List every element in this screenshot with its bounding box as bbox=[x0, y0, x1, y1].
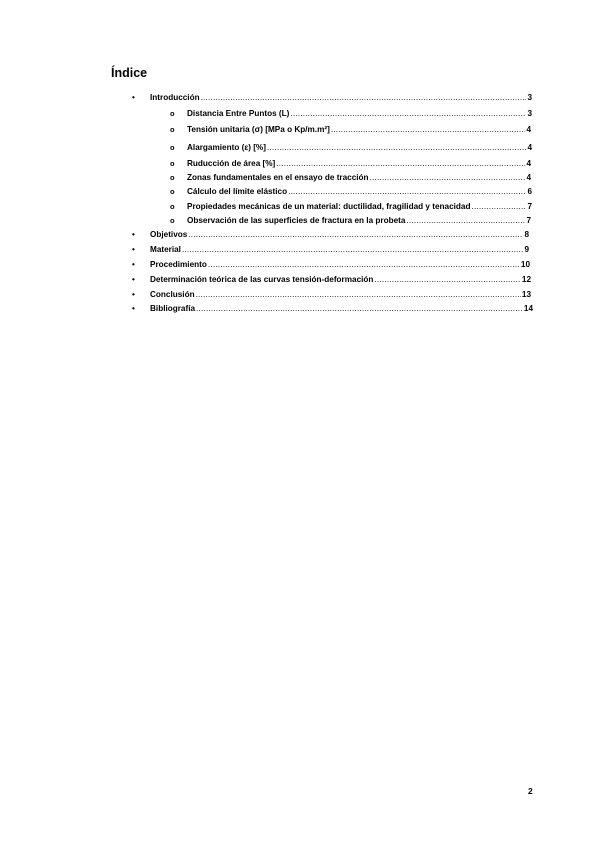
toc-entry-page: 4 bbox=[526, 159, 531, 168]
toc-entry-limite-elastico[interactable] bbox=[170, 187, 532, 197]
toc-entry-label: Objetivos bbox=[150, 230, 188, 239]
toc-entry-zonas[interactable] bbox=[170, 173, 531, 183]
toc-entry-label: Material bbox=[150, 245, 181, 254]
toc-entry-page: 4 bbox=[526, 125, 531, 134]
dot-leader bbox=[188, 230, 523, 240]
dot-leader bbox=[267, 143, 526, 153]
toc-entry-label: Cálculo del límite elástico bbox=[187, 187, 288, 196]
circle-marker: o bbox=[170, 202, 175, 211]
circle-marker: o bbox=[170, 216, 175, 225]
toc-entry-label: Propiedades mecánicas de un material: ductilidad, fragilidad y tenacidad bbox=[187, 202, 471, 211]
dot-leader bbox=[196, 304, 523, 314]
toc-entry-label: Tensión unitaria (σ) [MPa o Kp/m.m²] bbox=[187, 125, 330, 134]
circle-marker: o bbox=[170, 109, 175, 118]
dot-leader bbox=[370, 173, 526, 183]
toc-entry-label: Conclusión bbox=[150, 290, 195, 299]
circle-marker: o bbox=[170, 143, 175, 152]
dot-leader bbox=[290, 109, 526, 119]
toc-entry-determinacion[interactable] bbox=[132, 275, 531, 285]
dot-leader bbox=[406, 216, 525, 226]
toc-entry-page: 7 bbox=[527, 202, 532, 211]
toc-entry-bibliografia[interactable] bbox=[132, 304, 533, 314]
toc-entry-page: 12 bbox=[521, 275, 531, 284]
toc-entry-distancia[interactable] bbox=[170, 109, 532, 119]
toc-entry-label: Ruducción de área [%] bbox=[187, 159, 276, 168]
toc-entry-page: 10 bbox=[520, 260, 530, 269]
toc-entry-conclusion[interactable] bbox=[132, 290, 531, 300]
toc-entry-page: 3 bbox=[527, 109, 532, 118]
toc-entry-page: 13 bbox=[521, 290, 531, 299]
toc-entry-page: 4 bbox=[527, 143, 532, 152]
bullet-marker: • bbox=[132, 290, 135, 299]
toc-entry-page: 14 bbox=[523, 304, 533, 313]
toc-entry-page: 9 bbox=[524, 245, 529, 254]
toc-entry-procedimiento[interactable] bbox=[132, 260, 530, 270]
toc-entry-label: Observación de las superficies de fractura en la probeta bbox=[187, 216, 406, 225]
bullet-marker: • bbox=[132, 93, 135, 102]
dot-leader bbox=[182, 245, 523, 255]
dot-leader bbox=[196, 290, 521, 300]
toc-entry-objetivos[interactable] bbox=[132, 230, 529, 240]
toc-entry-label: Determinación teórica de las curvas tensión-deformación bbox=[150, 275, 374, 284]
circle-marker: o bbox=[170, 159, 175, 168]
toc-entry-observacion[interactable] bbox=[170, 216, 531, 226]
toc-entry-label: Zonas fundamentales en el ensayo de tracción bbox=[187, 173, 369, 182]
toc-entry-label: Distancia Entre Puntos (L) bbox=[187, 109, 290, 118]
page-title: Índice bbox=[111, 66, 148, 80]
circle-marker: o bbox=[170, 125, 175, 134]
toc-entry-page: 4 bbox=[526, 173, 531, 182]
bullet-marker: • bbox=[132, 260, 135, 269]
toc-entry-material[interactable] bbox=[132, 245, 529, 255]
bullet-marker: • bbox=[132, 275, 135, 284]
toc-entry-introduccion[interactable] bbox=[132, 93, 532, 103]
toc-entry-label: Alargamiento (ε) [%] bbox=[187, 143, 266, 152]
bullet-marker: • bbox=[132, 245, 135, 254]
toc-entry-propiedades[interactable] bbox=[170, 202, 532, 212]
dot-leader bbox=[331, 125, 526, 135]
dot-leader bbox=[208, 260, 520, 270]
dot-leader bbox=[276, 159, 525, 169]
dot-leader bbox=[288, 187, 526, 197]
toc-entry-page: 3 bbox=[527, 93, 532, 102]
circle-marker: o bbox=[170, 173, 175, 182]
toc-entry-tension[interactable] bbox=[170, 125, 531, 135]
toc-entry-label: Introducción bbox=[150, 93, 200, 102]
dot-leader bbox=[471, 202, 526, 212]
circle-marker: o bbox=[170, 187, 175, 196]
dot-leader bbox=[374, 275, 520, 285]
toc-entry-reduccion[interactable] bbox=[170, 159, 531, 169]
toc-entry-alargamiento[interactable] bbox=[170, 143, 532, 153]
toc-entry-page: 8 bbox=[524, 230, 529, 239]
toc-entry-page: 6 bbox=[527, 187, 532, 196]
bullet-marker: • bbox=[132, 304, 135, 313]
toc-entry-label: Procedimiento bbox=[150, 260, 207, 269]
dot-leader bbox=[201, 93, 527, 103]
toc-entry-label: Bibliografía bbox=[150, 304, 196, 313]
bullet-marker: • bbox=[132, 230, 135, 239]
toc-entry-page: 7 bbox=[526, 216, 531, 225]
page-number: 2 bbox=[528, 786, 533, 796]
